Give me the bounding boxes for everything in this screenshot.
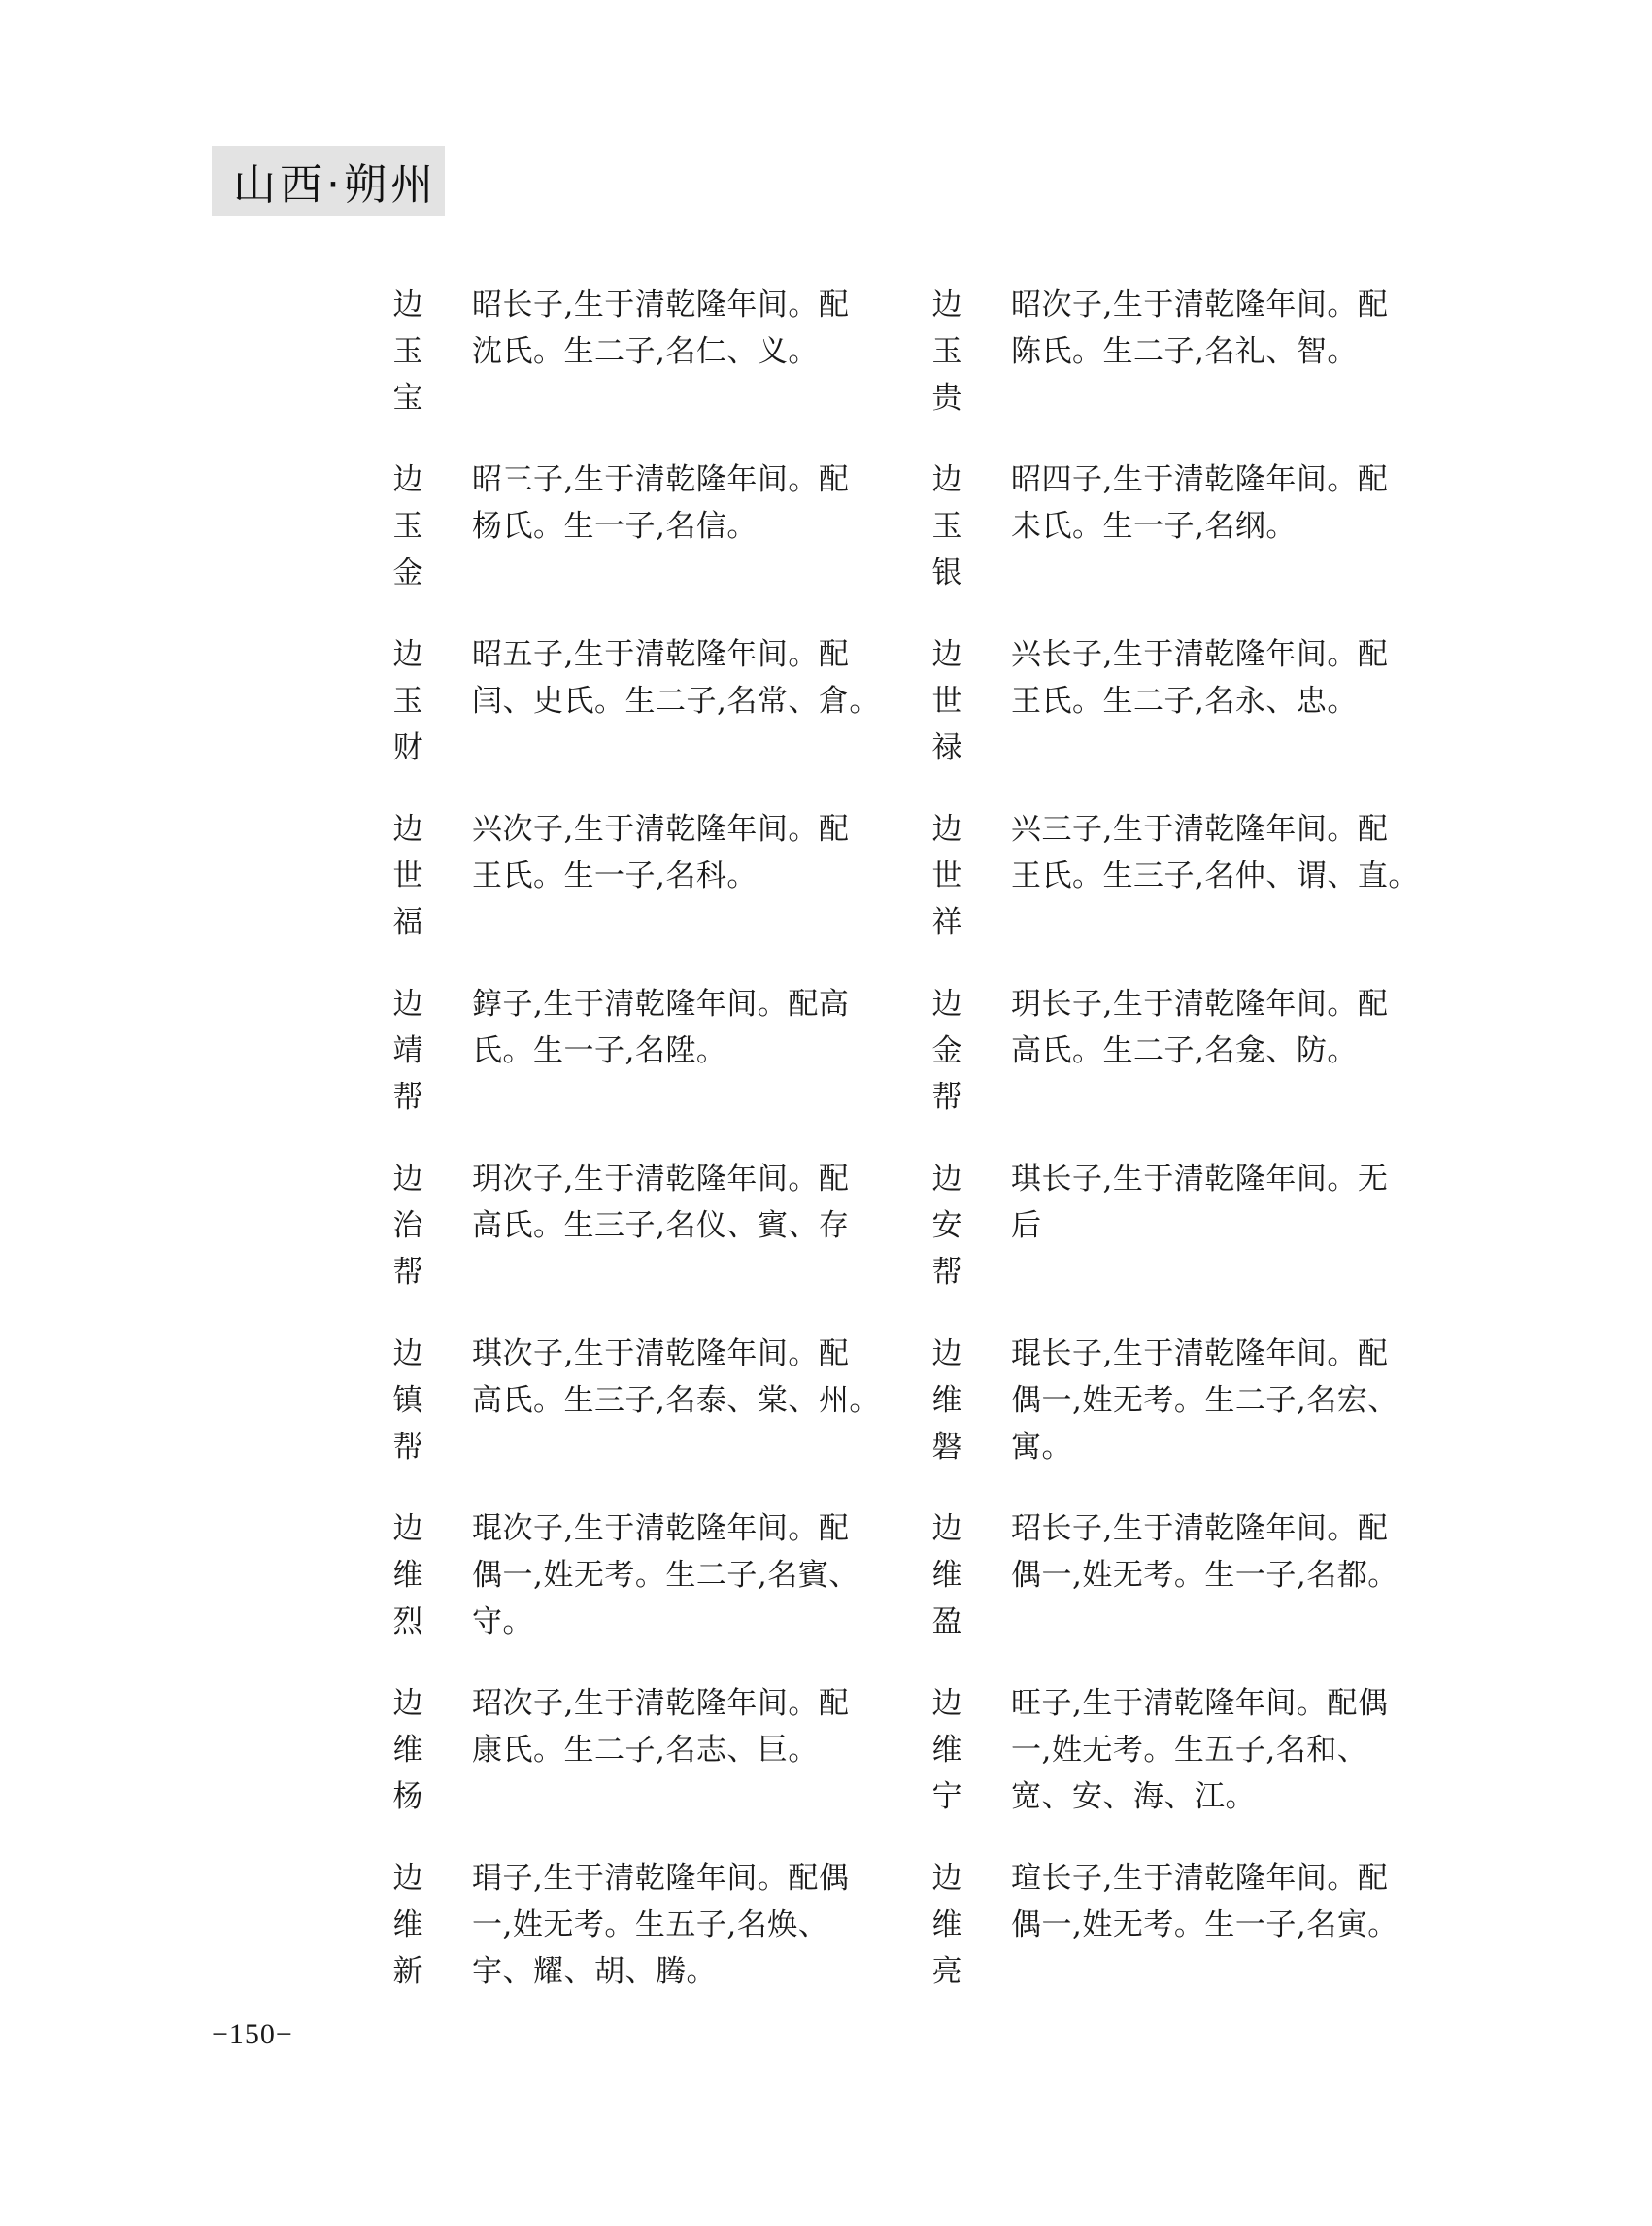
- person-bio: 昭三子,生于清乾隆年间。配 杨氏。生一子,名信。: [472, 462, 850, 544]
- name-char: 维: [392, 1558, 423, 1593]
- name-char: 玉: [931, 509, 962, 544]
- name-char: 边: [392, 1511, 423, 1546]
- name-char: 边: [931, 987, 962, 1022]
- person-bio: 琨长子,生于清乾隆年间。配 偶一,姓无考。生二子,名宏、 寓。: [1011, 1336, 1399, 1465]
- genealogy-entry: [918, 1855, 1457, 2030]
- name-char: 边: [931, 812, 962, 847]
- person-name: [379, 806, 437, 946]
- person-bio: 玿长子,生于清乾隆年间。配 偶一,姓无考。生一子,名都。: [1011, 1511, 1399, 1593]
- name-char: 玉: [931, 334, 962, 369]
- name-char: 边: [931, 1162, 962, 1197]
- name-char: 世: [931, 684, 962, 719]
- name-char: 磐: [931, 1430, 962, 1465]
- person-name: [379, 456, 437, 596]
- name-char: 杨: [392, 1779, 423, 1814]
- name-char: 福: [392, 905, 423, 940]
- person-name: [918, 456, 976, 596]
- genealogy-entries: [379, 282, 1457, 2030]
- person-name: [379, 1855, 437, 1995]
- person-bio: 昭五子,生于清乾隆年间。配 闫、史氏。生二子,名常、倉。: [472, 637, 880, 719]
- genealogy-entry: [379, 1505, 918, 1680]
- person-bio: 兴次子,生于清乾隆年间。配 王氏。生一子,名科。: [472, 812, 850, 894]
- genealogy-entry: [379, 631, 918, 806]
- name-char: 边: [392, 287, 423, 322]
- name-char: 帮: [392, 1255, 423, 1290]
- genealogy-entry: [918, 1331, 1457, 1505]
- name-char: 玉: [392, 334, 423, 369]
- genealogy-entry: [379, 981, 918, 1156]
- genealogy-entry: [379, 282, 918, 456]
- person-bio: 琄子,生于清乾隆年间。配偶 一,姓无考。生五子,名焕、 宇、耀、胡、腾。: [472, 1861, 850, 1989]
- name-char: 宝: [392, 381, 423, 416]
- name-char: 边: [931, 1336, 962, 1371]
- person-bio: 昭长子,生于清乾隆年间。配 沈氏。生二子,名仁、义。: [472, 287, 850, 369]
- person-name: [379, 631, 437, 771]
- name-char: 维: [392, 1733, 423, 1768]
- name-char: 维: [931, 1733, 962, 1768]
- name-char: 维: [931, 1558, 962, 1593]
- genealogy-entry: [379, 1855, 918, 2030]
- genealogy-entry: [918, 806, 1457, 981]
- person-bio: 玥长子,生于清乾隆年间。配 高氏。生二子,名龛、防。: [1011, 987, 1389, 1068]
- genealogy-entry: [379, 1680, 918, 1855]
- person-name: [379, 1505, 437, 1645]
- section-header-tab: [212, 146, 445, 216]
- page-number: −150−: [212, 2018, 293, 2050]
- name-char: 边: [392, 462, 423, 497]
- name-char: 边: [931, 1861, 962, 1896]
- person-bio: 兴长子,生于清乾隆年间。配 王氏。生二子,名永、忠。: [1011, 637, 1389, 719]
- name-char: 维: [931, 1383, 962, 1418]
- name-char: 维: [392, 1907, 423, 1942]
- name-char: 边: [392, 1162, 423, 1197]
- name-char: 世: [931, 859, 962, 894]
- name-char: 金: [392, 556, 423, 590]
- person-bio: 瑄长子,生于清乾隆年间。配 偶一,姓无考。生一子,名寅。: [1011, 1861, 1399, 1942]
- person-bio: 玥次子,生于清乾隆年间。配 高氏。生三子,名仪、賓、存: [472, 1162, 850, 1243]
- name-char: 帮: [931, 1080, 962, 1115]
- person-name: [918, 981, 976, 1121]
- person-name: [918, 1680, 976, 1820]
- name-char: 边: [392, 1686, 423, 1721]
- person-bio: 錞子,生于清乾隆年间。配高 氏。生一子,名陞。: [472, 987, 850, 1068]
- name-char: 贵: [931, 381, 962, 416]
- name-char: 玉: [392, 684, 423, 719]
- name-char: 帮: [931, 1255, 962, 1290]
- genealogy-entry: [918, 456, 1457, 631]
- genealogy-entry: [918, 1156, 1457, 1331]
- name-char: 边: [931, 462, 962, 497]
- person-bio: 玿次子,生于清乾隆年间。配 康氏。生二子,名志、巨。: [472, 1686, 850, 1768]
- name-char: 盈: [931, 1604, 962, 1639]
- genealogy-entry: [918, 282, 1457, 456]
- name-char: 银: [931, 556, 962, 590]
- person-name: [918, 1505, 976, 1645]
- person-name: [379, 1331, 437, 1470]
- genealogy-entry: [918, 631, 1457, 806]
- name-char: 世: [392, 859, 423, 894]
- name-char: 亮: [931, 1954, 962, 1989]
- name-char: 财: [392, 730, 423, 765]
- name-char: 靖: [392, 1033, 423, 1068]
- person-name: [918, 1331, 976, 1470]
- person-bio: 昭四子,生于清乾隆年间。配 未氏。生一子,名纲。: [1011, 462, 1389, 544]
- person-name: [918, 1156, 976, 1296]
- name-char: 边: [931, 1686, 962, 1721]
- person-name: [918, 1855, 976, 1995]
- person-bio: 旺子,生于清乾隆年间。配偶 一,姓无考。生五子,名和、 宽、安、海、江。: [1011, 1686, 1389, 1814]
- name-char: 边: [931, 637, 962, 672]
- name-char: 边: [392, 637, 423, 672]
- name-char: 边: [392, 1861, 423, 1896]
- name-char: 边: [931, 1511, 962, 1546]
- person-name: [379, 981, 437, 1121]
- name-char: 新: [392, 1954, 423, 1989]
- section-title: 山西·朔州: [233, 160, 437, 210]
- person-name: [918, 631, 976, 771]
- name-char: 镇: [392, 1383, 423, 1418]
- name-char: 边: [392, 1336, 423, 1371]
- name-char: 金: [931, 1033, 962, 1068]
- genealogy-entry: [379, 1331, 918, 1505]
- name-char: 安: [931, 1208, 962, 1243]
- name-char: 帮: [392, 1080, 423, 1115]
- genealogy-entry: [379, 1156, 918, 1331]
- name-char: 祥: [931, 905, 962, 940]
- person-name: [918, 806, 976, 946]
- genealogy-entry: [379, 806, 918, 981]
- name-char: 维: [931, 1907, 962, 1942]
- genealogy-entry: [918, 981, 1457, 1156]
- name-char: 帮: [392, 1430, 423, 1465]
- genealogy-entry: [918, 1505, 1457, 1680]
- name-char: 治: [392, 1208, 423, 1243]
- name-char: 禄: [931, 730, 962, 765]
- name-char: 边: [392, 812, 423, 847]
- person-name: [379, 1680, 437, 1820]
- genealogy-entry: [918, 1680, 1457, 1855]
- name-char: 边: [931, 287, 962, 322]
- person-bio: 琨次子,生于清乾隆年间。配 偶一,姓无考。生二子,名賓、 守。: [472, 1511, 860, 1639]
- person-bio: 昭次子,生于清乾隆年间。配 陈氏。生二子,名礼、智。: [1011, 287, 1389, 369]
- person-name: [379, 282, 437, 422]
- person-bio: 兴三子,生于清乾隆年间。配 王氏。生三子,名仲、谓、直。: [1011, 812, 1419, 894]
- person-name: [379, 1156, 437, 1296]
- name-char: 边: [392, 987, 423, 1022]
- genealogy-entry: [379, 456, 918, 631]
- name-char: 烈: [392, 1604, 423, 1639]
- name-char: 玉: [392, 509, 423, 544]
- person-bio: 琪次子,生于清乾隆年间。配 高氏。生三子,名泰、棠、州。: [472, 1336, 880, 1418]
- name-char: 宁: [931, 1779, 962, 1814]
- person-bio: 琪长子,生于清乾隆年间。无 后: [1011, 1162, 1389, 1243]
- person-name: [918, 282, 976, 422]
